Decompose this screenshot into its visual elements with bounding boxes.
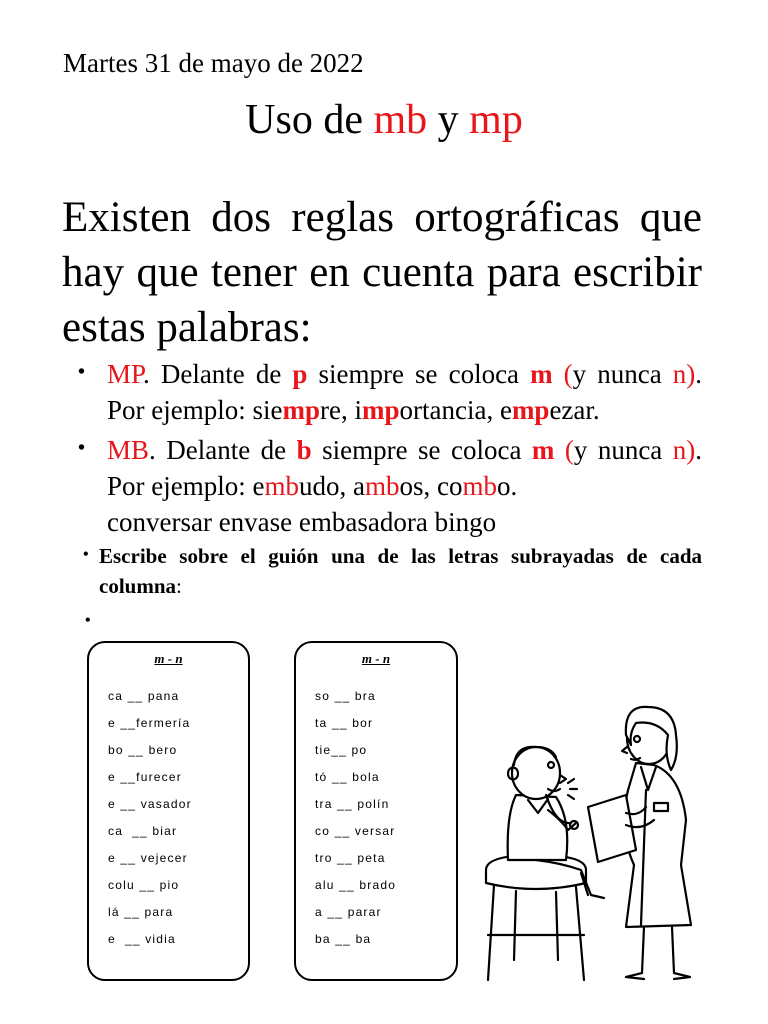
doctor-patient-illustration — [476, 695, 726, 985]
example-highlight: mp — [282, 395, 320, 425]
word-row: ca __ biar — [108, 824, 178, 838]
instruction-text: Escribe sobre el guión una de las letras subrayadas de cada columna — [99, 544, 702, 598]
instruction-colon: : — [176, 574, 182, 598]
rule-text: o. — [497, 471, 518, 501]
word-row: co __ versar — [315, 824, 396, 838]
word-row: tro __ peta — [315, 851, 386, 865]
rule-m: m — [530, 359, 553, 389]
word-row: so __ bra — [315, 689, 376, 703]
panel-header: m - n — [361, 651, 391, 666]
rule-paren: ( — [554, 435, 574, 465]
rule-tag: MB — [107, 435, 150, 465]
rule-n: n) — [672, 435, 696, 465]
rule-text: ortancia, e — [399, 395, 512, 425]
instruction — [99, 541, 702, 601]
word-row: tó __ bola — [315, 770, 380, 784]
bullet: • — [78, 437, 86, 459]
word-row: e __furecer — [108, 770, 182, 784]
example-highlight: mb — [462, 471, 497, 501]
date-line: Martes 31 de mayo de 2022 — [63, 48, 364, 78]
word-row: ta __ bor — [315, 716, 374, 730]
word-panel-2 — [294, 641, 458, 981]
bullet: • — [83, 546, 89, 563]
rule-paren: ( — [552, 359, 573, 389]
word-row: ca __ pana — [108, 689, 180, 703]
rule-letter: b — [296, 435, 312, 465]
rule-text: . Por ejemplo: sie — [107, 359, 703, 425]
rule-text: os, co — [399, 471, 463, 501]
word-list — [108, 688, 192, 958]
example-highlight: mb — [264, 471, 299, 501]
word-list — [315, 688, 396, 958]
word-row: ba __ ba — [315, 932, 372, 946]
rule-text: . Delante de — [149, 435, 297, 465]
panel-header: m - n — [154, 651, 183, 666]
word-row: lá __ para — [108, 905, 174, 919]
word-panel-1 — [87, 641, 250, 981]
rule-text: ezar. — [549, 395, 600, 425]
title-part: y — [427, 97, 470, 143]
word-row: e __fermería — [108, 716, 191, 730]
bullet: • — [78, 361, 86, 383]
rule-text: siempre se coloca — [311, 435, 532, 465]
rule-text: . Delante de — [143, 359, 293, 389]
rule-mb — [107, 432, 702, 540]
word-row: e __ vidia — [108, 932, 176, 946]
bullet: • — [85, 612, 91, 629]
rule-n: n) — [672, 359, 696, 389]
example-highlight: mp — [361, 395, 400, 425]
rule-m: m — [531, 435, 555, 465]
rule-text: udo, a — [298, 471, 365, 501]
example-highlight: mp — [511, 395, 550, 425]
word-row: colu __ pio — [108, 878, 180, 892]
title-part: Uso de — [245, 97, 374, 143]
word-row: e __ vejecer — [108, 851, 188, 865]
word-row: alu __ brado — [315, 878, 397, 892]
word-row: e __ vasador — [108, 797, 192, 811]
title-mb: mb — [373, 97, 428, 143]
word-row: bo __ bero — [108, 743, 178, 757]
rule-extra-words: conversar envase embasadora bingo — [107, 507, 497, 537]
intro-paragraph: Existen dos reglas ortográficas que hay que tener en cuenta para escribir estas palabras: — [62, 194, 702, 351]
rule-tag: MP — [107, 359, 144, 389]
rule-mp — [107, 356, 702, 428]
word-row: tra __ polín — [315, 797, 390, 811]
rule-text: . Por ejemplo: e — [107, 435, 702, 501]
word-row: tie__ po — [315, 743, 368, 757]
title-mp: mp — [469, 97, 523, 143]
page-title — [0, 96, 768, 144]
rule-text: y nunca — [573, 435, 673, 465]
word-row: a __ parar — [315, 905, 382, 919]
rule-letter: p — [292, 359, 308, 389]
rule-text: y nunca — [572, 359, 673, 389]
rule-text: re, i — [320, 395, 362, 425]
example-highlight: mb — [364, 471, 400, 501]
rule-text: siempre se coloca — [307, 359, 531, 389]
